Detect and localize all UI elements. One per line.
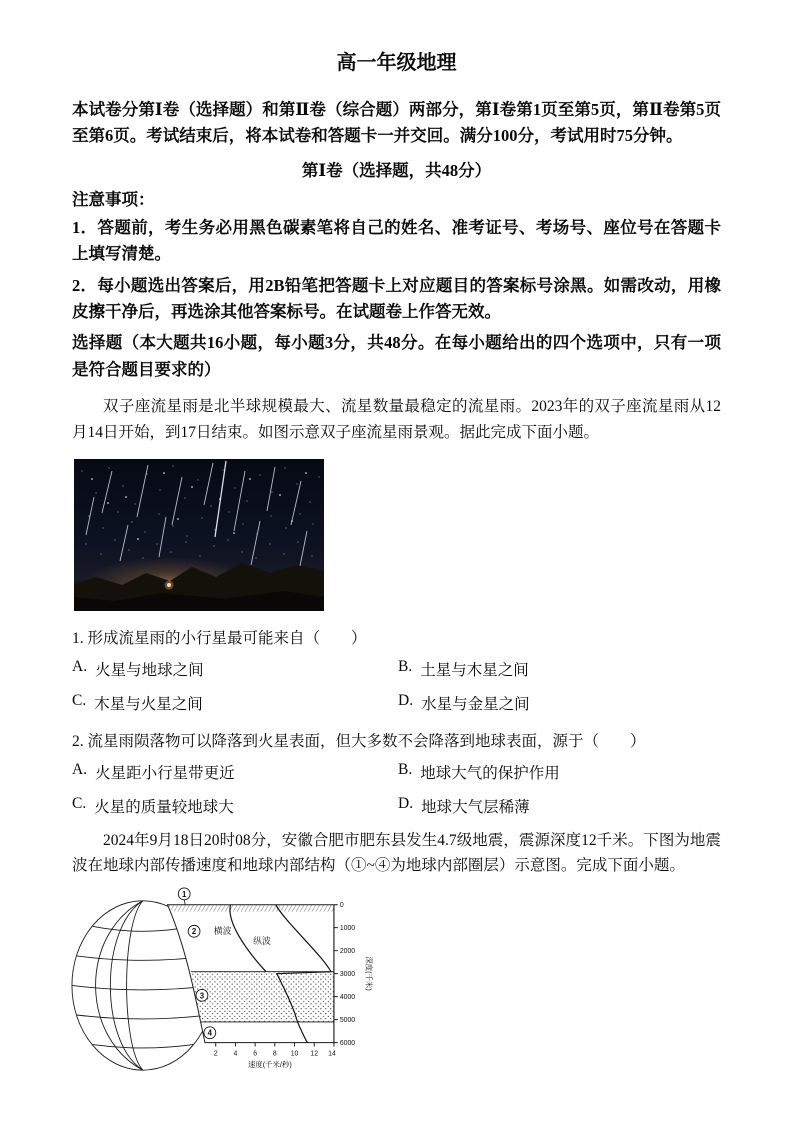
option-text: 地球大气的保护作用 (420, 764, 560, 782)
earth-interior-diagram (66, 885, 721, 1080)
option-label: D. (398, 794, 414, 812)
layer-4-marker: 4 (207, 1028, 213, 1038)
speed-tick: 6 (253, 1050, 258, 1058)
option-text: 火星的质量较地球大 (94, 798, 234, 816)
option-text: 地球大气层稀薄 (421, 798, 530, 816)
outer-core-band (191, 972, 334, 1022)
option-text: 火星距小行星带更近 (95, 764, 235, 782)
speed-tick: 10 (290, 1050, 299, 1058)
question-2-option-a (72, 761, 398, 783)
depth-tick: 1000 (339, 925, 356, 933)
question-2-option-c (72, 795, 398, 817)
option-text: 土星与木星之间 (420, 661, 529, 679)
speed-tick: 4 (233, 1050, 238, 1058)
speed-tick: 14 (328, 1050, 336, 1058)
depth-axis (334, 905, 338, 1043)
option-label: D. (398, 691, 414, 709)
option-label: C. (72, 794, 87, 812)
section-heading: 第Ⅰ卷（选择题，共48分） (301, 160, 492, 180)
option-label: B. (398, 760, 413, 778)
earth-interior-svg (66, 885, 396, 1080)
option-label: B. (398, 657, 413, 675)
layer-1-marker: 1 (182, 889, 187, 899)
exam-intro: 本试卷分第Ⅰ卷（选择题）和第Ⅱ卷（综合题）两部分，第Ⅰ卷第1页至第5页，第Ⅱ卷第5页至第6页。考试结束后，将本试卷和答题卡一并交回。满分100分，考试用时75分钟。 (72, 100, 721, 146)
question-1-option-c (72, 692, 398, 714)
layer-3-marker: 3 (199, 991, 205, 1001)
question-2-option-b (398, 761, 721, 783)
depth-tick: 0 (339, 902, 344, 910)
depth-tick: 4000 (339, 994, 356, 1002)
p-wave-label: 纵波 (253, 936, 271, 947)
question-2-stem: 2. 流星雨陨落物可以降落到火星表面，但大多数不会降落到地球表面，源于（ ） (72, 732, 646, 750)
option-text: 木星与火星之间 (94, 695, 203, 713)
speed-tick: 12 (310, 1050, 319, 1058)
question-1-stem: 1. 形成流星雨的小行星最可能来自（ ） (72, 629, 367, 647)
question-2-option-d (398, 795, 721, 817)
speed-tick: 8 (272, 1050, 277, 1058)
depth-tick: 3000 (339, 971, 356, 979)
question-1-option-a (72, 658, 398, 680)
option-text: 火星与地球之间 (95, 661, 204, 679)
option-label: A. (72, 657, 88, 675)
exam-title: 高一年级地理 (336, 52, 457, 74)
depth-axis-label: 深度(千米) (364, 956, 374, 991)
meteor-shower-photo (74, 459, 721, 611)
depth-tick: 2000 (339, 948, 356, 956)
question-1-option-d (398, 692, 721, 714)
notes-heading: 注意事项： (72, 189, 155, 209)
depth-tick: 6000 (339, 1040, 356, 1048)
speed-tick: 2 (213, 1050, 218, 1058)
speed-axis-ticks (216, 1043, 334, 1047)
passage-2: 2024年9月18日20时08分，安徽合肥市肥东县发生4.7级地震，震源深度12千米。下图为地震波在地球内部传播速度和地球内部结构（①~④为地球内部圈层）示意图。完成下面小题。 (72, 831, 721, 875)
question-1-option-b (398, 658, 721, 680)
crust-band (168, 905, 333, 912)
option-label: A. (72, 760, 88, 778)
s-wave-label: 横波 (213, 926, 232, 937)
note-item-2: 2．每小题选出答案后，用2B铅笔把答题卡上对应题目的答案标号涂黑。如需改动，用橡皮擦干净后，再选涂其他答案标号。在试题卷上作答无效。 (72, 275, 721, 321)
option-text: 水星与金星之间 (421, 695, 530, 713)
question-2-options (72, 761, 721, 817)
question-1-options (72, 658, 721, 714)
layer-2-marker: 2 (191, 927, 197, 937)
note-item-1: 1．答题前，考生务必用黑色碳素笔将自己的姓名、准考证号、考场号、座位号在答题卡上填写清楚。 (72, 217, 721, 264)
speed-axis-label: 速度(千米/秒) (247, 1060, 292, 1070)
depth-tick: 5000 (339, 1017, 356, 1025)
option-label: C. (72, 691, 87, 709)
mcq-instructions: 选择题（本大题共16小题，每小题3分，共48分。在每小题给出的四个选项中，只有一项是符合题目要求的） (72, 333, 721, 379)
passage-1: 双子座流星雨是北半球规模最大、流星数量最稳定的流星雨。2023年的双子座流星雨从12月14日开始，到17日结束。如图示意双子座流星雨景观。据此完成下面小题。 (72, 398, 721, 441)
meteor-photo-svg (74, 459, 324, 611)
